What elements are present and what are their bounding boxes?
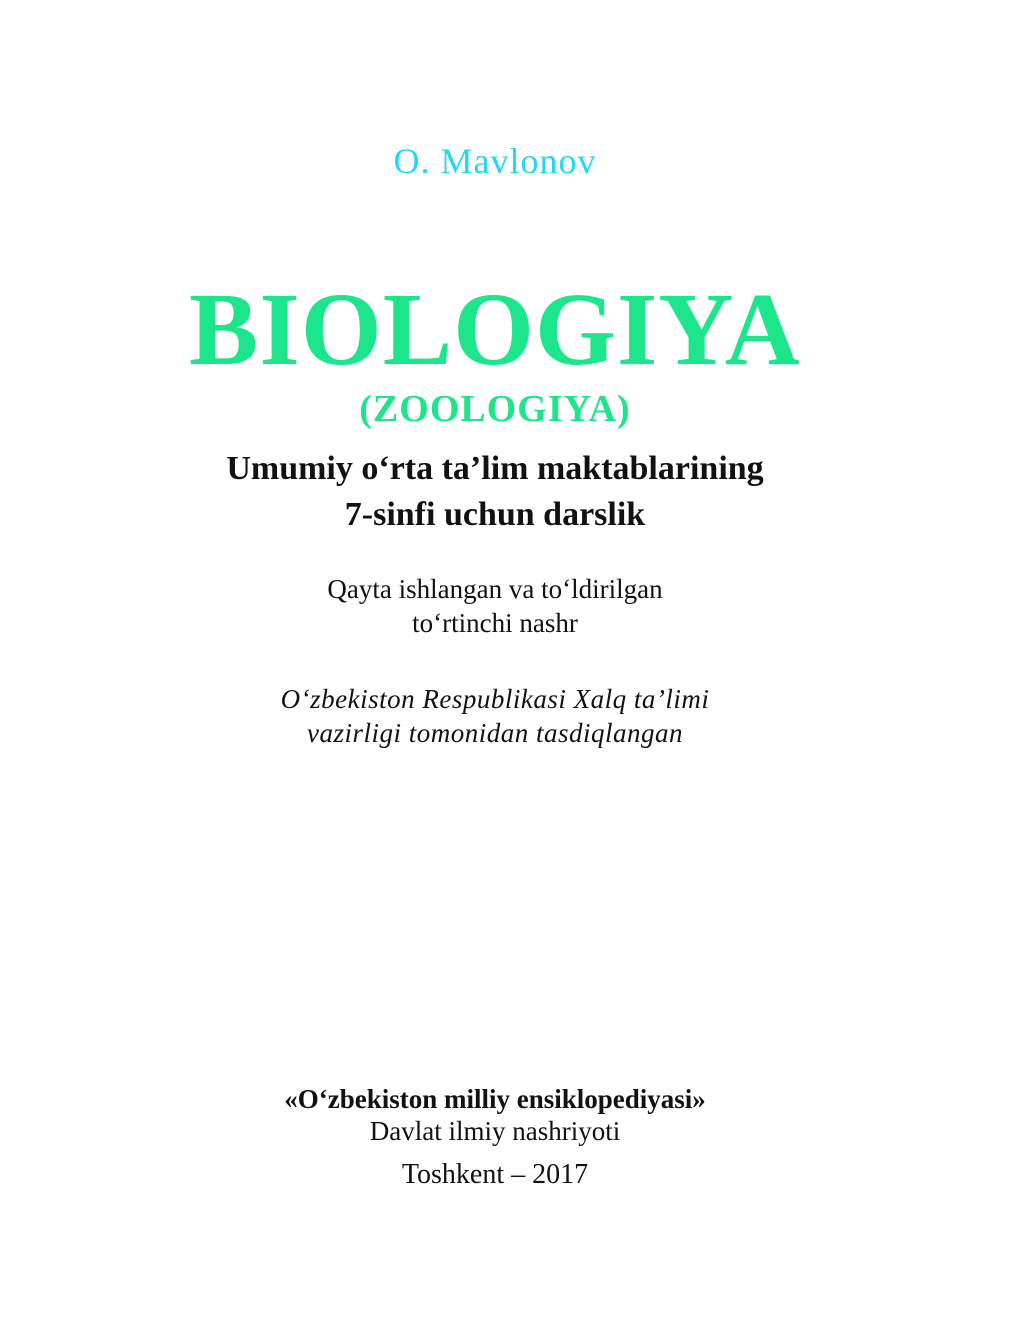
book-description-line-1: Umumiy o‘rta ta’lim maktablarining	[226, 450, 764, 487]
edition-note-line-2: to‘rtinchi nashr	[412, 608, 578, 638]
edition-note-line-1: Qayta ishlangan va to‘ldirilgan	[327, 574, 663, 604]
author-name: O. Mavlonov	[393, 141, 597, 181]
book-subtitle: (ZOOLOGIYA)	[359, 388, 631, 430]
approval-note-line-2: vazirligi tomonidan tasdiqlangan	[306, 718, 684, 748]
publisher-type: Davlat ilmiy nashriyoti	[369, 1116, 621, 1146]
approval-note-line-1: O‘zbekiston Respublikasi Xalq ta’limi	[280, 684, 710, 714]
publisher-name: «O‘zbekiston milliy ensiklopediyasi»	[284, 1084, 706, 1114]
place-and-year: Toshkent – 2017	[401, 1159, 589, 1190]
book-title: BIOLOGIYA	[188, 272, 802, 387]
book-description-line-2: 7-sinfi uchun darslik	[344, 496, 646, 533]
